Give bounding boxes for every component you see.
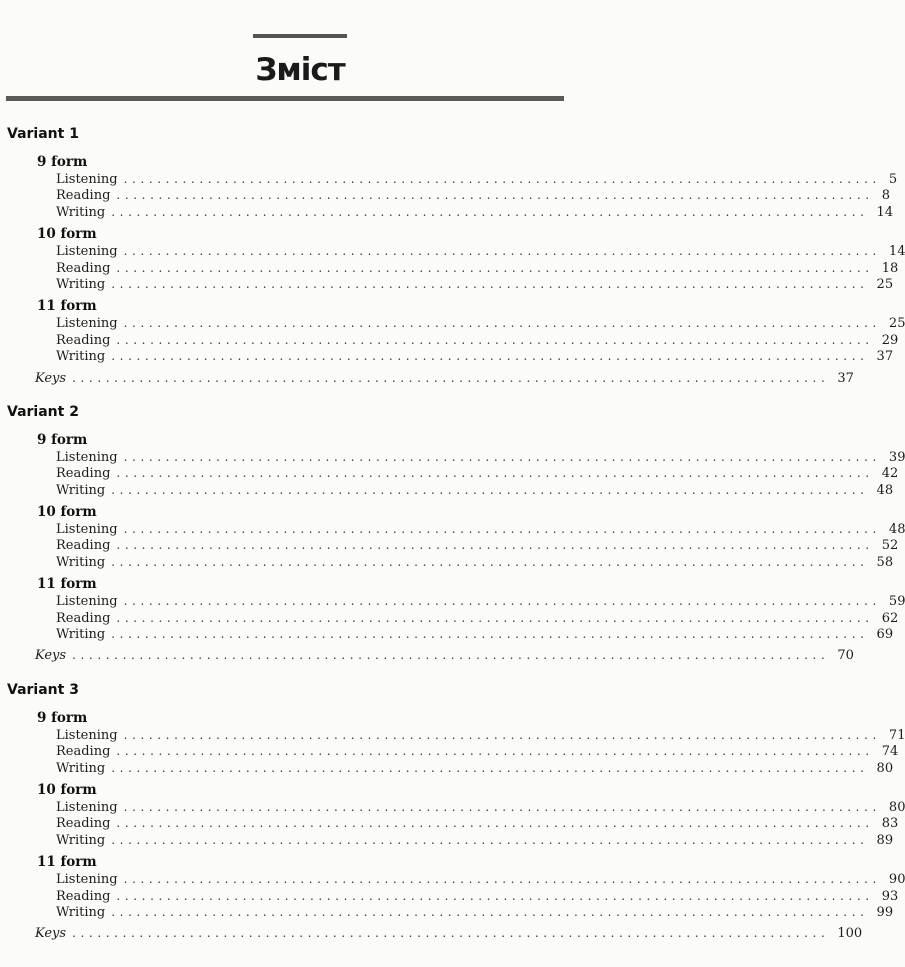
entry-label: Writing <box>56 832 106 848</box>
title-decoration-bar <box>253 34 347 38</box>
entry-label: Writing <box>56 204 106 220</box>
entry-label: Listening <box>56 244 118 260</box>
toc-entry[interactable] <box>0 204 894 220</box>
entry-label: Listening <box>56 449 118 465</box>
page-number: 14 <box>876 204 894 220</box>
page-number: 70 <box>837 648 854 664</box>
page-number: 48 <box>888 522 905 538</box>
page-number: 83 <box>881 816 899 832</box>
page-number: 58 <box>876 554 894 570</box>
entry-label: Writing <box>56 904 106 920</box>
variant-heading: Variant 2 <box>7 403 79 420</box>
form-heading: 11 form <box>37 854 97 871</box>
dot-leader: .......................................................................................... <box>123 316 881 331</box>
dot-leader: .......................................................................................... <box>116 260 874 275</box>
form-group <box>0 297 905 365</box>
page-number: 99 <box>876 904 894 920</box>
form-group <box>0 781 905 848</box>
spacer <box>0 664 600 680</box>
page-number: 8 <box>881 188 890 204</box>
dot-leader: .......................................................................................... <box>111 904 869 919</box>
toc-entry[interactable] <box>0 832 894 848</box>
entry-label: Reading <box>56 188 111 204</box>
dot-leader: .......................................................................................... <box>72 648 830 663</box>
entry-label: Reading <box>56 888 111 904</box>
page-number: 80 <box>888 799 905 815</box>
dot-leader: .......................................................................................... <box>116 744 874 759</box>
entry-label: Writing <box>56 276 106 292</box>
form-group <box>0 431 905 498</box>
form-group <box>0 225 905 292</box>
entry-label: Listening <box>56 872 118 888</box>
page-number: 42 <box>881 466 899 482</box>
toc-entry[interactable] <box>0 521 905 538</box>
entry-label: Listening <box>56 727 118 743</box>
dot-leader: .......................................................................................... <box>123 799 881 814</box>
dot-leader: .......................................................................................... <box>116 538 874 553</box>
page-number: 93 <box>881 888 899 904</box>
toc-entry[interactable] <box>0 593 905 610</box>
dot-leader: .......................................................................................... <box>111 349 869 364</box>
keys-entry[interactable] <box>0 647 854 664</box>
entry-label: Reading <box>56 744 111 760</box>
page-number: 5 <box>888 172 898 187</box>
page-number: 37 <box>876 349 894 365</box>
form-heading: 11 form <box>37 298 97 315</box>
spacer <box>0 144 600 153</box>
entry-label: Reading <box>56 816 111 832</box>
page-number: 90 <box>888 872 905 888</box>
page-number: 14 <box>888 244 905 260</box>
dot-leader: .......................................................................................... <box>116 888 874 903</box>
toc-entry[interactable] <box>0 815 899 832</box>
toc-entry[interactable] <box>0 871 905 888</box>
toc-entry[interactable] <box>0 187 890 204</box>
toc-entry[interactable] <box>0 727 905 743</box>
toc-entry[interactable] <box>0 610 899 626</box>
page-number: 29 <box>881 332 899 348</box>
page-number: 25 <box>876 276 894 292</box>
dot-leader: .......................................................................................... <box>111 276 869 291</box>
entry-label: Writing <box>56 349 106 365</box>
form-heading: 9 form <box>37 709 88 726</box>
dot-leader: .......................................................................................... <box>123 727 881 742</box>
page-number: 80 <box>876 760 894 776</box>
variant-section <box>0 124 905 386</box>
form-group <box>0 575 905 643</box>
dot-leader: .......................................................................................... <box>123 594 881 609</box>
page-number: 62 <box>881 610 899 626</box>
toc-entry[interactable] <box>0 260 899 276</box>
entry-label: Listening <box>56 594 118 610</box>
page-number: 100 <box>837 926 863 942</box>
form-heading: 10 form <box>37 504 97 521</box>
page-number: 71 <box>888 727 905 743</box>
dot-leader: .......................................................................................... <box>116 610 874 625</box>
keys-entry[interactable] <box>0 370 854 386</box>
page-number: 25 <box>888 316 905 332</box>
page-number: 18 <box>881 260 899 276</box>
variant-section <box>0 680 905 942</box>
form-heading: 11 form <box>37 576 97 593</box>
dot-leader: .......................................................................................... <box>72 370 830 385</box>
dot-leader: .......................................................................................... <box>116 188 874 203</box>
toc-entry[interactable] <box>0 243 905 260</box>
spacer <box>0 700 600 709</box>
toc-entry[interactable] <box>0 743 899 760</box>
spacer <box>0 386 600 402</box>
entry-label: Writing <box>56 482 106 498</box>
page-number: 48 <box>876 482 894 498</box>
toc-entry[interactable] <box>0 554 894 570</box>
dot-leader: .......................................................................................... <box>116 466 874 481</box>
toc-entry[interactable] <box>0 888 899 904</box>
page-number: 37 <box>837 370 854 386</box>
form-heading: 9 form <box>37 431 88 448</box>
form-group <box>0 853 905 920</box>
toc-entry[interactable] <box>0 332 899 348</box>
entry-label: Listening <box>56 522 118 538</box>
page-number: 59 <box>888 594 905 610</box>
toc-entry[interactable] <box>0 904 894 920</box>
dot-leader: .......................................................................................... <box>111 554 869 569</box>
form-heading: 9 form <box>37 154 88 170</box>
toc-entry[interactable] <box>0 760 894 776</box>
entry-label: Reading <box>56 332 111 348</box>
form-group <box>0 153 898 220</box>
toc-entry[interactable] <box>0 449 905 465</box>
entry-label: Listening <box>56 799 118 815</box>
toc-entry[interactable] <box>0 482 894 498</box>
entry-label: Reading <box>56 538 111 554</box>
entry-label: Keys <box>35 648 67 664</box>
spacer <box>0 422 600 431</box>
entry-label: Keys <box>35 370 67 386</box>
variant-section <box>0 402 905 664</box>
dot-leader: .......................................................................................... <box>116 816 874 831</box>
form-heading: 10 form <box>37 226 97 243</box>
dot-leader: .......................................................................................... <box>111 204 869 219</box>
entry-label: Reading <box>56 466 111 482</box>
entry-label: Listening <box>56 316 118 332</box>
page-number: 69 <box>876 627 894 643</box>
form-heading: 10 form <box>37 781 97 798</box>
dot-leader: .......................................................................................... <box>123 522 881 537</box>
toc-entry[interactable] <box>0 348 894 365</box>
dot-leader: .......................................................................................... <box>123 449 881 464</box>
dot-leader: .......................................................................................... <box>111 482 869 497</box>
toc-entry[interactable] <box>0 171 898 187</box>
toc-entry[interactable] <box>0 276 894 292</box>
page-number: 52 <box>881 538 899 554</box>
page-number: 89 <box>876 832 894 848</box>
title-rule <box>6 96 564 101</box>
variant-heading: Variant 3 <box>7 681 79 698</box>
entry-label: Writing <box>56 760 106 776</box>
dot-leader: .......................................................................................... <box>72 926 830 941</box>
page-number: 74 <box>881 744 899 760</box>
toc-entry[interactable] <box>0 315 905 332</box>
entry-label: Reading <box>56 610 111 626</box>
form-group <box>0 503 905 570</box>
toc-entry[interactable] <box>0 537 899 554</box>
page-number: 39 <box>888 449 905 465</box>
toc-entry[interactable] <box>0 626 894 643</box>
keys-entry[interactable] <box>0 925 863 942</box>
dot-leader: .......................................................................................... <box>111 760 869 775</box>
entry-label: Reading <box>56 260 111 276</box>
entry-label: Writing <box>56 627 106 643</box>
table-of-contents <box>0 124 905 942</box>
variant-heading: Variant 1 <box>7 126 79 142</box>
entry-label: Keys <box>35 926 67 942</box>
dot-leader: .......................................................................................... <box>116 332 874 347</box>
dot-leader: .......................................................................................... <box>111 627 869 642</box>
dot-leader: .......................................................................................... <box>111 832 869 847</box>
dot-leader: .......................................................................................... <box>123 872 881 887</box>
page-title: Зміст <box>255 52 345 88</box>
dot-leader: .......................................................................................... <box>123 244 881 259</box>
dot-leader: .......................................................................................... <box>123 172 881 186</box>
entry-label: Listening <box>56 172 118 187</box>
form-group <box>0 709 905 776</box>
toc-entry[interactable] <box>0 799 905 815</box>
entry-label: Writing <box>56 554 106 570</box>
toc-entry[interactable] <box>0 465 899 482</box>
